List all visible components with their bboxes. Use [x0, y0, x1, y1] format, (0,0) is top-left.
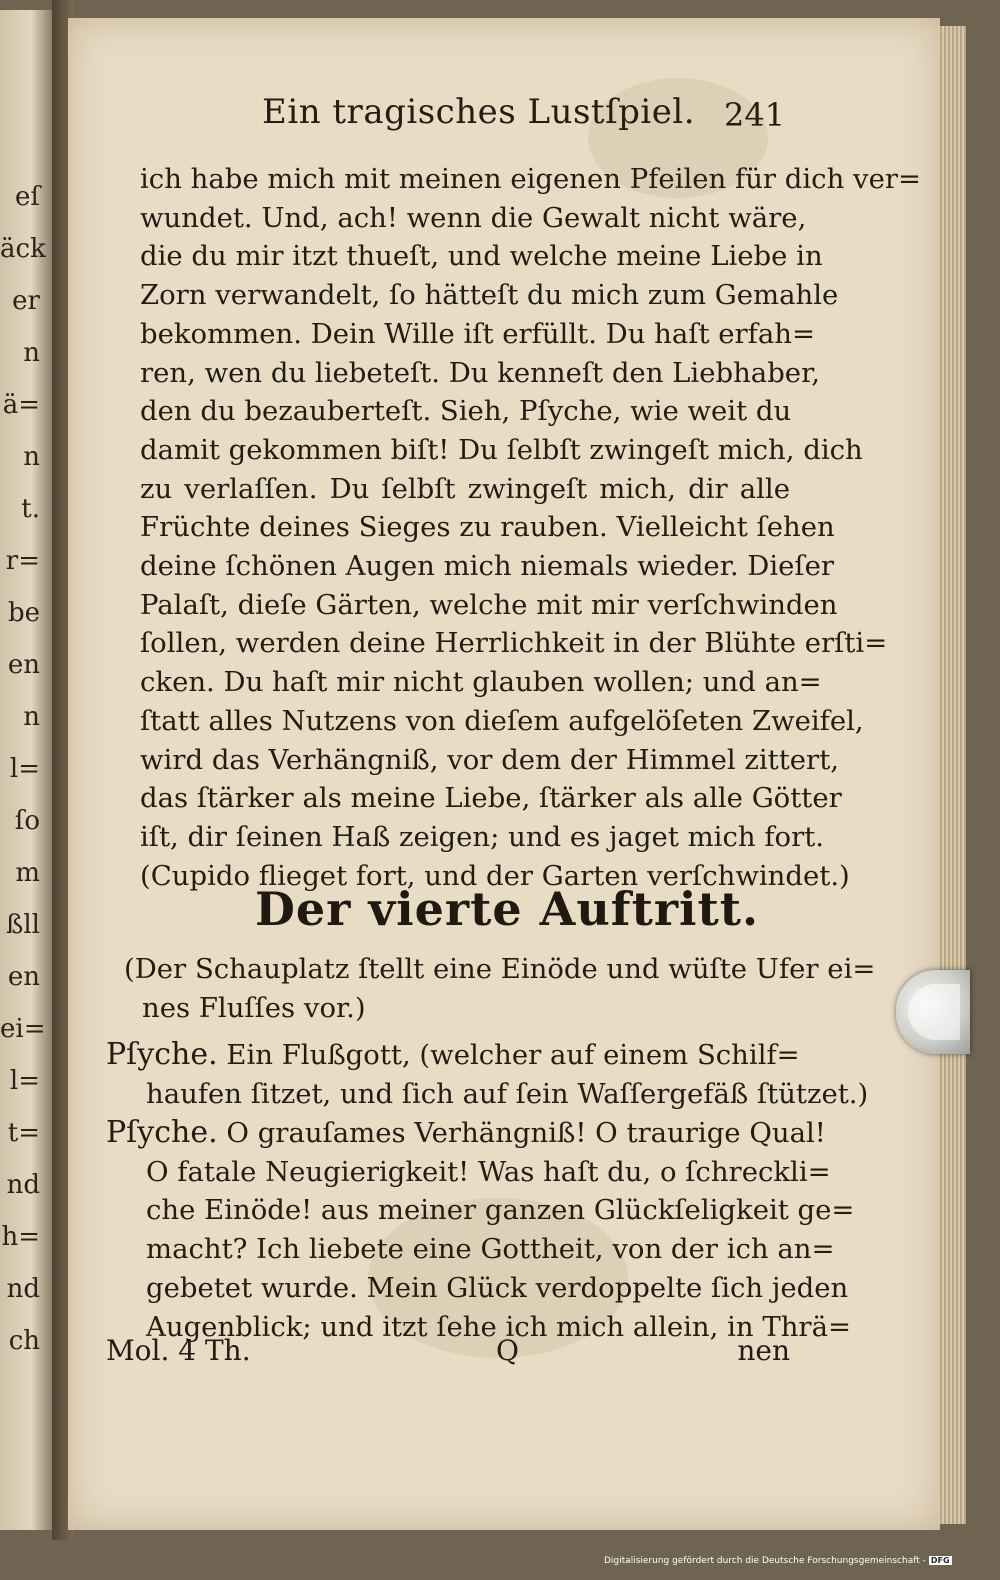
page-stack-edge — [938, 26, 966, 1524]
left-page-fragment: nd — [6, 1274, 40, 1304]
left-page-fragment: en — [7, 650, 40, 680]
speech-line: macht? Ich liebete eine Gottheit, von der ich an= — [146, 1233, 835, 1266]
speech-line — [106, 1114, 826, 1153]
catchword: nen — [737, 1334, 790, 1367]
body-line: wundet. Und, ach! wenn die Gewalt nicht wäre, — [140, 201, 807, 234]
left-page-fragment: n — [23, 442, 40, 472]
cast-note — [106, 1036, 869, 1113]
body-line: Palaſt, dieſe Gärten, welche mit mir verſchwinden — [140, 588, 838, 621]
running-title: Ein tragisches Lustſpiel. — [262, 92, 696, 132]
psyche-speech — [106, 1114, 855, 1346]
left-page-fragment: en — [7, 962, 40, 992]
signature-mark: Q — [496, 1334, 519, 1367]
left-page-fragment: l= — [9, 754, 40, 784]
cast-note-line: haufen ſitzet, und ſich auf ſein Waſſergefäß ſtützet.) — [146, 1077, 869, 1110]
speaker-name: Pſyche. — [106, 1115, 218, 1150]
left-page-fragment: r= — [5, 546, 40, 576]
body-line: Früchte deines Sieges zu rauben. Vielleicht ſehen — [140, 511, 835, 544]
left-page-fragment: be — [7, 598, 40, 628]
body-line: damit gekommen biſt! Du ſelbſt zwingeſt mich, dich — [140, 433, 863, 466]
body-line: ſollen, werden deine Herrlichkeit in der Blühte erſti= — [140, 627, 888, 660]
left-page-fragment: ä= — [2, 390, 40, 420]
page-number: 241 — [724, 96, 786, 134]
left-page-fragment: l= — [9, 1066, 40, 1096]
speech-line: gebetet wurde. Mein Glück verdoppelte ſich jeden — [146, 1271, 849, 1304]
left-page-fragment: er — [12, 286, 40, 316]
scanner-clip-tab — [896, 970, 970, 1054]
body-line: ſtatt alles Nutzens von dieſem aufgelöſeten Zweifel, — [140, 704, 864, 737]
left-page-fragment: ch — [8, 1326, 40, 1356]
left-page-fragment: h= — [1, 1222, 40, 1252]
left-page-fragment: ßll — [6, 910, 40, 940]
body-line: wird das Verhängniß, vor dem der Himmel zittert, — [140, 743, 839, 776]
body-line: die du mir itzt thueſt, und welche meine Liebe in — [140, 240, 823, 273]
body-line: (Cupido flieget fort, und der Garten verſchwindet.) — [140, 859, 850, 892]
left-page-fragment: m — [15, 858, 40, 888]
credit-text: Digitalisierung gefördert durch die Deutsche Forschungsgemeinschaft - — [604, 1556, 926, 1566]
scene-heading: Der vierte Auftritt. — [255, 882, 760, 936]
speech-line: Augenblick; und itzt ſehe ich mich allein, in Thrä= — [146, 1310, 852, 1343]
left-page-fragment: eſ — [14, 182, 40, 212]
stage-direction-line: nes Fluſſes vor.) — [142, 991, 366, 1024]
stage-direction — [124, 950, 876, 1027]
body-line: den du bezauberteſt. Sieh, Pſyche, wie weit du — [140, 395, 792, 428]
left-page-fragment: t= — [7, 1118, 40, 1148]
body-line: cken. Du haſt mir nicht glauben wollen; und an= — [140, 666, 822, 699]
digitization-credit — [604, 1556, 952, 1566]
cast-note-text: Ein Flußgott, (welcher auf einem Schilf= — [226, 1039, 800, 1071]
speech-line: che Einöde! aus meiner ganzen Glückſeligkeit ge= — [146, 1194, 855, 1227]
cast-note-line — [106, 1036, 800, 1075]
body-line: ren, wen du liebeteſt. Du kenneſt den Liebhaber, — [140, 356, 820, 389]
left-page-edge — [0, 10, 52, 1530]
left-page-fragment: nd — [6, 1170, 40, 1200]
body-line: bekommen. Dein Wille iſt erfüllt. Du haſt erfah= — [140, 317, 815, 350]
body-line: Zorn verwandelt, ſo hätteſt du mich zum Gemahle — [140, 279, 839, 312]
left-page-fragment: ei= — [0, 1014, 46, 1044]
speech-text: O grauſames Verhängniß! O traurige Qual! — [226, 1117, 826, 1149]
body-text — [140, 160, 922, 895]
body-line: deine ſchönen Augen mich niemals wieder. Dieſer — [140, 550, 835, 583]
left-page-fragment: äck — [0, 234, 46, 264]
body-line: das ſtärker als meine Liebe, ſtärker als alle Götter — [140, 782, 842, 815]
left-page-fragment: t. — [21, 494, 40, 524]
volume-signature: Mol. 4 Th. — [106, 1334, 251, 1367]
stage-direction-line: (Der Schauplatz ſtellt eine Einöde und wüſte Ufer ei= — [124, 953, 876, 985]
left-page-fragment: ſo — [14, 806, 40, 836]
body-line: ich habe mich mit meinen eigenen Pfeilen für dich ver= — [140, 163, 922, 195]
speaker-name: Pſyche. — [106, 1037, 218, 1072]
body-line: iſt, dir ſeinen Haß zeigen; und es jaget mich fort. — [140, 820, 825, 853]
dfg-logo: DFG — [930, 1556, 950, 1565]
left-page-fragment: n — [23, 338, 40, 368]
speech-line: O fatale Neugierigkeit! Was haſt du, o ſchreckli= — [146, 1155, 831, 1188]
body-line: zu verlaſſen. Du ſelbſt zwingeſt mich, dir alle — [140, 472, 790, 505]
left-page-fragment: n — [23, 702, 40, 732]
